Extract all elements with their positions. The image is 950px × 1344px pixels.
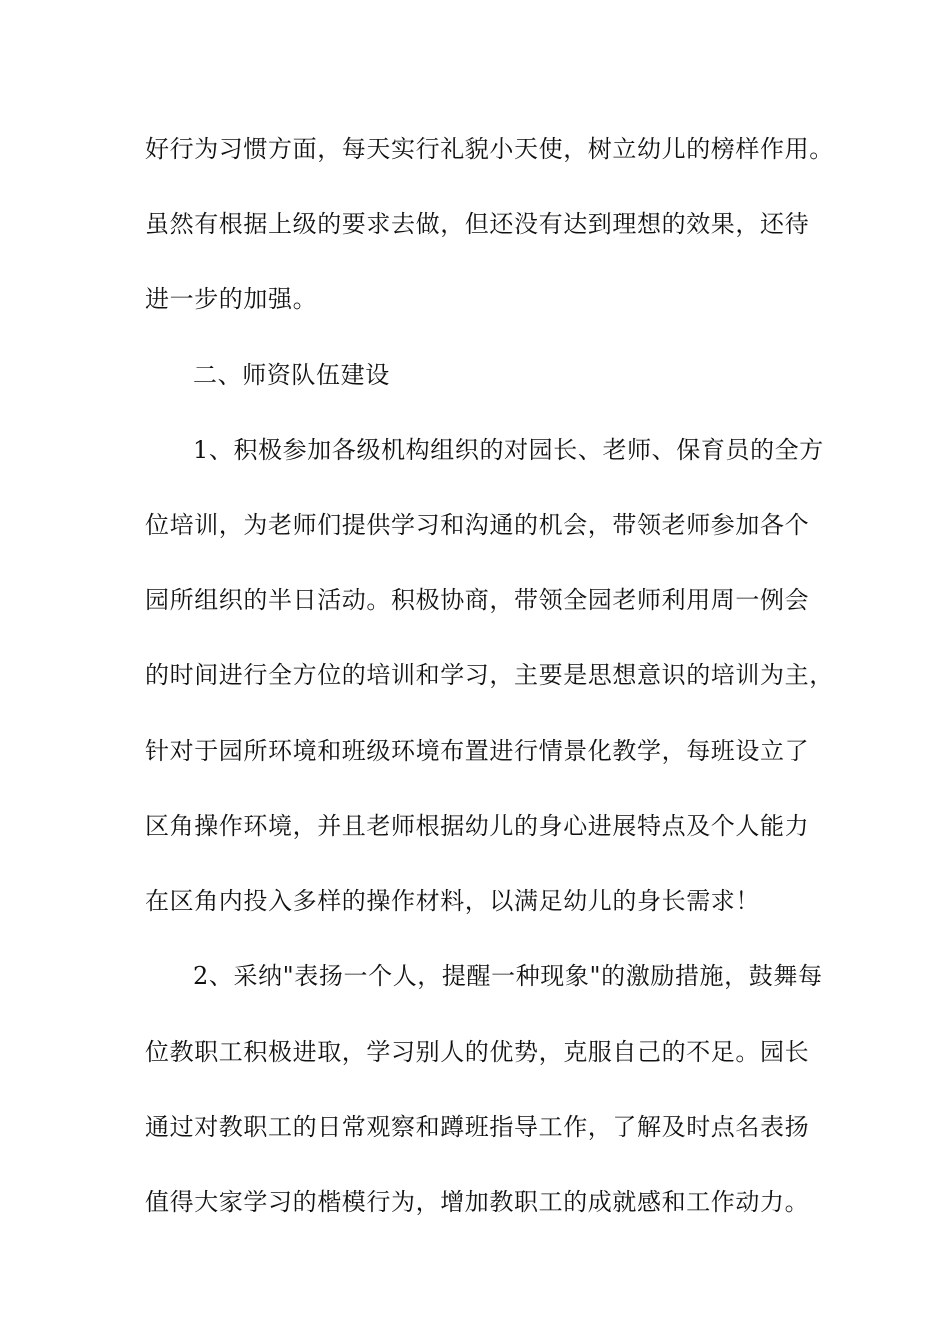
paragraph-line: 园所组织的半日活动。积极协商，带领全园老师利用周一例会 bbox=[145, 586, 810, 614]
paragraph-line: 区角操作环境，并且老师根据幼儿的身心进展特点及个人能力 bbox=[145, 812, 810, 840]
paragraph-line: 位教职工积极进取，学习别人的优势，克服自己的不足。园长 bbox=[145, 1038, 810, 1066]
paragraph-line: 位培训，为老师们提供学习和沟通的机会，带领老师参加各个 bbox=[145, 511, 810, 539]
paragraph-line: 值得大家学习的楷模行为，增加教职工的成就感和工作动力。 bbox=[145, 1188, 810, 1216]
paragraph-line: 进一步的加强。 bbox=[145, 285, 318, 313]
paragraph-line: 好行为习惯方面，每天实行礼貌小天使，树立幼儿的榜样作用。 bbox=[145, 135, 834, 163]
paragraph-line: 针对于园所环境和班级环境布置进行情景化教学，每班设立了 bbox=[145, 737, 810, 765]
paragraph-line: 2、采纳"表扬一个人，提醒一种现象"的激励措施，鼓舞每 bbox=[193, 962, 823, 990]
paragraph-line: 1、积极参加各级机构组织的对园长、老师、保育员的全方 bbox=[193, 436, 824, 464]
paragraph-line: 通过对教职工的日常观察和蹲班指导工作，了解及时点名表扬 bbox=[145, 1113, 810, 1141]
section-heading: 二、师资队伍建设 bbox=[193, 361, 390, 389]
paragraph-line: 虽然有根据上级的要求去做，但还没有达到理想的效果，还待 bbox=[145, 210, 810, 238]
paragraph-line: 在区角内投入多样的操作材料，以满足幼儿的身长需求！ bbox=[145, 887, 760, 915]
paragraph-line: 的时间进行全方位的培训和学习，主要是思想意识的培训为主， bbox=[145, 661, 834, 689]
